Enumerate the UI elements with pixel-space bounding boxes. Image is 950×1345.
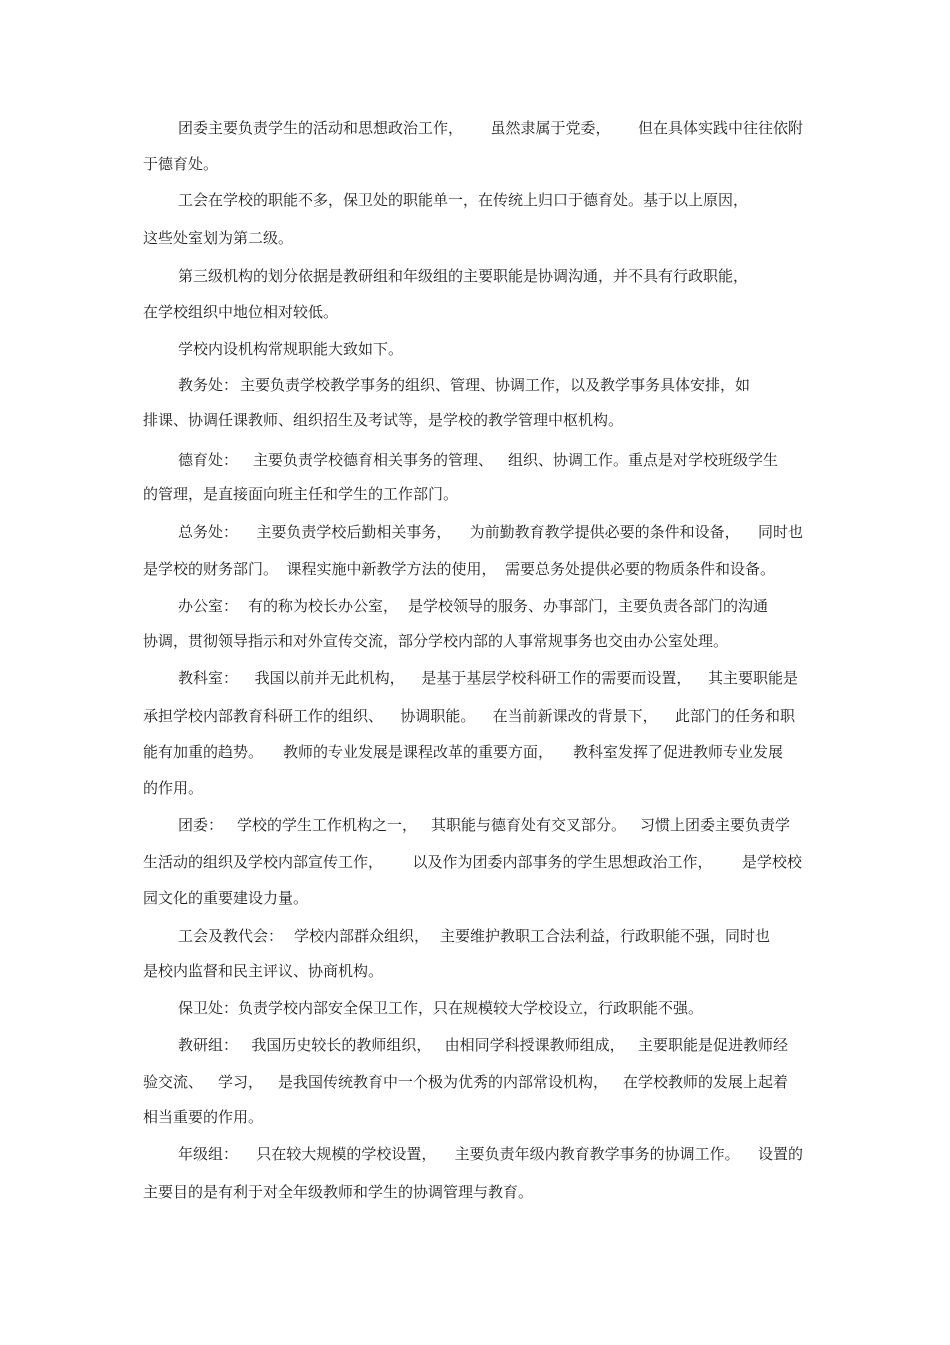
text-segment: 课程实施中新教学方法的使用， [286, 560, 497, 578]
text-segment: 学校内部群众组织， [293, 927, 429, 945]
text-segment: 虽然隶属于党委， [490, 119, 611, 137]
text-segment: 其职能与德育处有交叉部分。 [430, 816, 626, 834]
text-segment: 由相同学科授课教师组成， [444, 1036, 625, 1054]
text-segment: 有的称为校长办公室， [247, 597, 398, 615]
text-line [143, 629, 805, 653]
text-line [143, 776, 805, 800]
text-segment: 德育处： [178, 451, 239, 469]
text-segment: 主要负责年级内教育教学事务的协调工作。 [454, 1145, 740, 1163]
text-line [143, 1180, 805, 1204]
text-line [178, 448, 778, 472]
text-segment: 相当重要的作用。 [143, 1108, 264, 1126]
text-segment: 能有加重的趋势。 [143, 743, 264, 761]
text-line [178, 520, 803, 544]
text-line [178, 373, 750, 397]
text-segment: 在当前新课改的背景下， [492, 707, 658, 725]
text-line [143, 482, 805, 506]
text-line [178, 337, 805, 361]
text-segment: 只在较大规模的学校设置， [256, 1145, 437, 1163]
text-line [143, 152, 805, 176]
text-line [178, 264, 805, 288]
text-segment: 协调，贯彻领导指示和对外宣传交流，部分学校内部的人事常规事务也交由办公室处理。 [143, 632, 729, 650]
text-segment: 主要负责学校德育相关事务的管理、 [252, 451, 493, 469]
text-segment: 园文化的重要建设力量。 [143, 889, 309, 907]
text-line [143, 1070, 788, 1094]
text-segment: 于德育处。 [143, 155, 219, 173]
text-segment: 在学校教师的发展上起着 [622, 1073, 788, 1091]
text-segment: 是校内监督和民主评议、协商机构。 [143, 962, 384, 980]
text-line [178, 594, 768, 618]
text-line [178, 666, 798, 690]
text-segment: 团委： [178, 816, 224, 834]
text-segment: 但在具体实践中往往依附 [637, 119, 803, 137]
text-line [178, 924, 770, 948]
text-segment: 排课、协调任课教师、组织招生及考试等，是学校的教学管理中枢机构。 [143, 411, 624, 429]
text-line [178, 1142, 803, 1166]
text-segment: 组织、协调工作。重点是对学校班级学生 [507, 451, 778, 469]
text-segment: 设置的 [757, 1145, 803, 1163]
text-segment: 工会在学校的职能不多，保卫处的职能单一，在传统上归口于德育处。基于以上原因， [178, 191, 749, 209]
text-segment: 主要负责学校后勤相关事务， [256, 523, 452, 541]
text-segment: 是学校领导的服务、办事部门，主要负责各部门的沟通 [407, 597, 768, 615]
text-segment: 主要维护教职工合法利益，行政职能不强，同时也 [439, 927, 770, 945]
text-segment: 教科室： [178, 669, 239, 687]
text-segment: 是基于基层学校科研工作的需要而设置， [421, 669, 692, 687]
text-segment: 负责学校内部安全保卫工作，只在规模较大学校设立，行政职能不强。 [238, 999, 704, 1017]
text-segment: 教师的专业发展是课程改革的重要方面， [282, 743, 553, 761]
text-segment: 为前勤教育教学提供必要的条件和设备， [469, 523, 740, 541]
text-segment: 验交流、 [143, 1073, 204, 1091]
text-line [143, 704, 795, 728]
text-segment: 协调职能。 [400, 707, 476, 725]
text-segment: 需要总务处提供必要的物质条件和设备。 [504, 560, 775, 578]
text-segment: 总务处： [178, 523, 239, 541]
text-segment: 我国历史较长的教师组织， [251, 1036, 432, 1054]
text-segment: 主要负责学校教学事务的组织、管理、协调工作，以及教学事务具体安排，如 [239, 376, 750, 394]
text-segment: 我国以前并无此机构， [254, 669, 405, 687]
text-line [178, 188, 805, 212]
text-line [143, 886, 805, 910]
text-segment: 这些处室划为第二级。 [143, 229, 294, 247]
text-segment: 主要职能是促进教师经 [637, 1036, 788, 1054]
text-line [143, 850, 802, 874]
text-segment: 第三级机构的划分依据是教研组和年级组的主要职能是协调沟通，并不具有行政职能， [178, 267, 749, 285]
text-segment: 在学校组织中地位相对较低。 [143, 303, 339, 321]
text-segment: 同时也 [757, 523, 803, 541]
text-line [178, 1033, 788, 1057]
text-segment: 主要目的是有利于对全年级教师和学生的协调管理与教育。 [143, 1183, 534, 1201]
text-segment: 承担学校内部教育科研工作的组织、 [143, 707, 384, 725]
text-line [143, 408, 805, 432]
text-segment: 教务处： [178, 376, 239, 394]
text-segment: 其主要职能是 [707, 669, 798, 687]
text-segment: 是学校的财务部门。 [143, 560, 279, 578]
text-segment: 的作用。 [143, 779, 204, 797]
text-line [143, 740, 783, 764]
text-segment: 团委主要负责学生的活动和思想政治工作， [178, 119, 464, 137]
text-segment: 是我国传统教育中一个极为优秀的内部常设机构， [277, 1073, 608, 1091]
text-line [178, 996, 703, 1020]
text-segment: 学校的学生工作机构之一， [236, 816, 417, 834]
text-segment: 保卫处： [178, 999, 239, 1017]
text-segment: 的管理，是直接面向班主任和学生的工作部门。 [143, 485, 459, 503]
text-segment: 年级组： [178, 1145, 239, 1163]
text-segment: 工会及教代会： [178, 927, 284, 945]
text-line [143, 557, 775, 581]
text-segment: 教科室发挥了促进教师专业发展 [572, 743, 783, 761]
text-segment: 学习， [217, 1073, 263, 1091]
text-line [143, 226, 805, 250]
text-segment: 生活动的组织及学校内部宣传工作， [143, 853, 384, 871]
text-line [178, 813, 790, 837]
text-segment: 教研组： [178, 1036, 239, 1054]
text-segment: 是学校校 [741, 853, 802, 871]
text-line [143, 1105, 805, 1129]
text-segment: 以及作为团委内部事务的学生思想政治工作， [412, 853, 713, 871]
text-segment: 习惯上团委主要负责学 [639, 816, 790, 834]
text-segment: 学校内设机构常规职能大致如下。 [178, 340, 404, 358]
text-segment: 此部门的任务和职 [674, 707, 795, 725]
text-line [143, 300, 805, 324]
text-segment: 办公室： [178, 597, 239, 615]
text-line [143, 959, 805, 983]
text-line [178, 116, 803, 140]
